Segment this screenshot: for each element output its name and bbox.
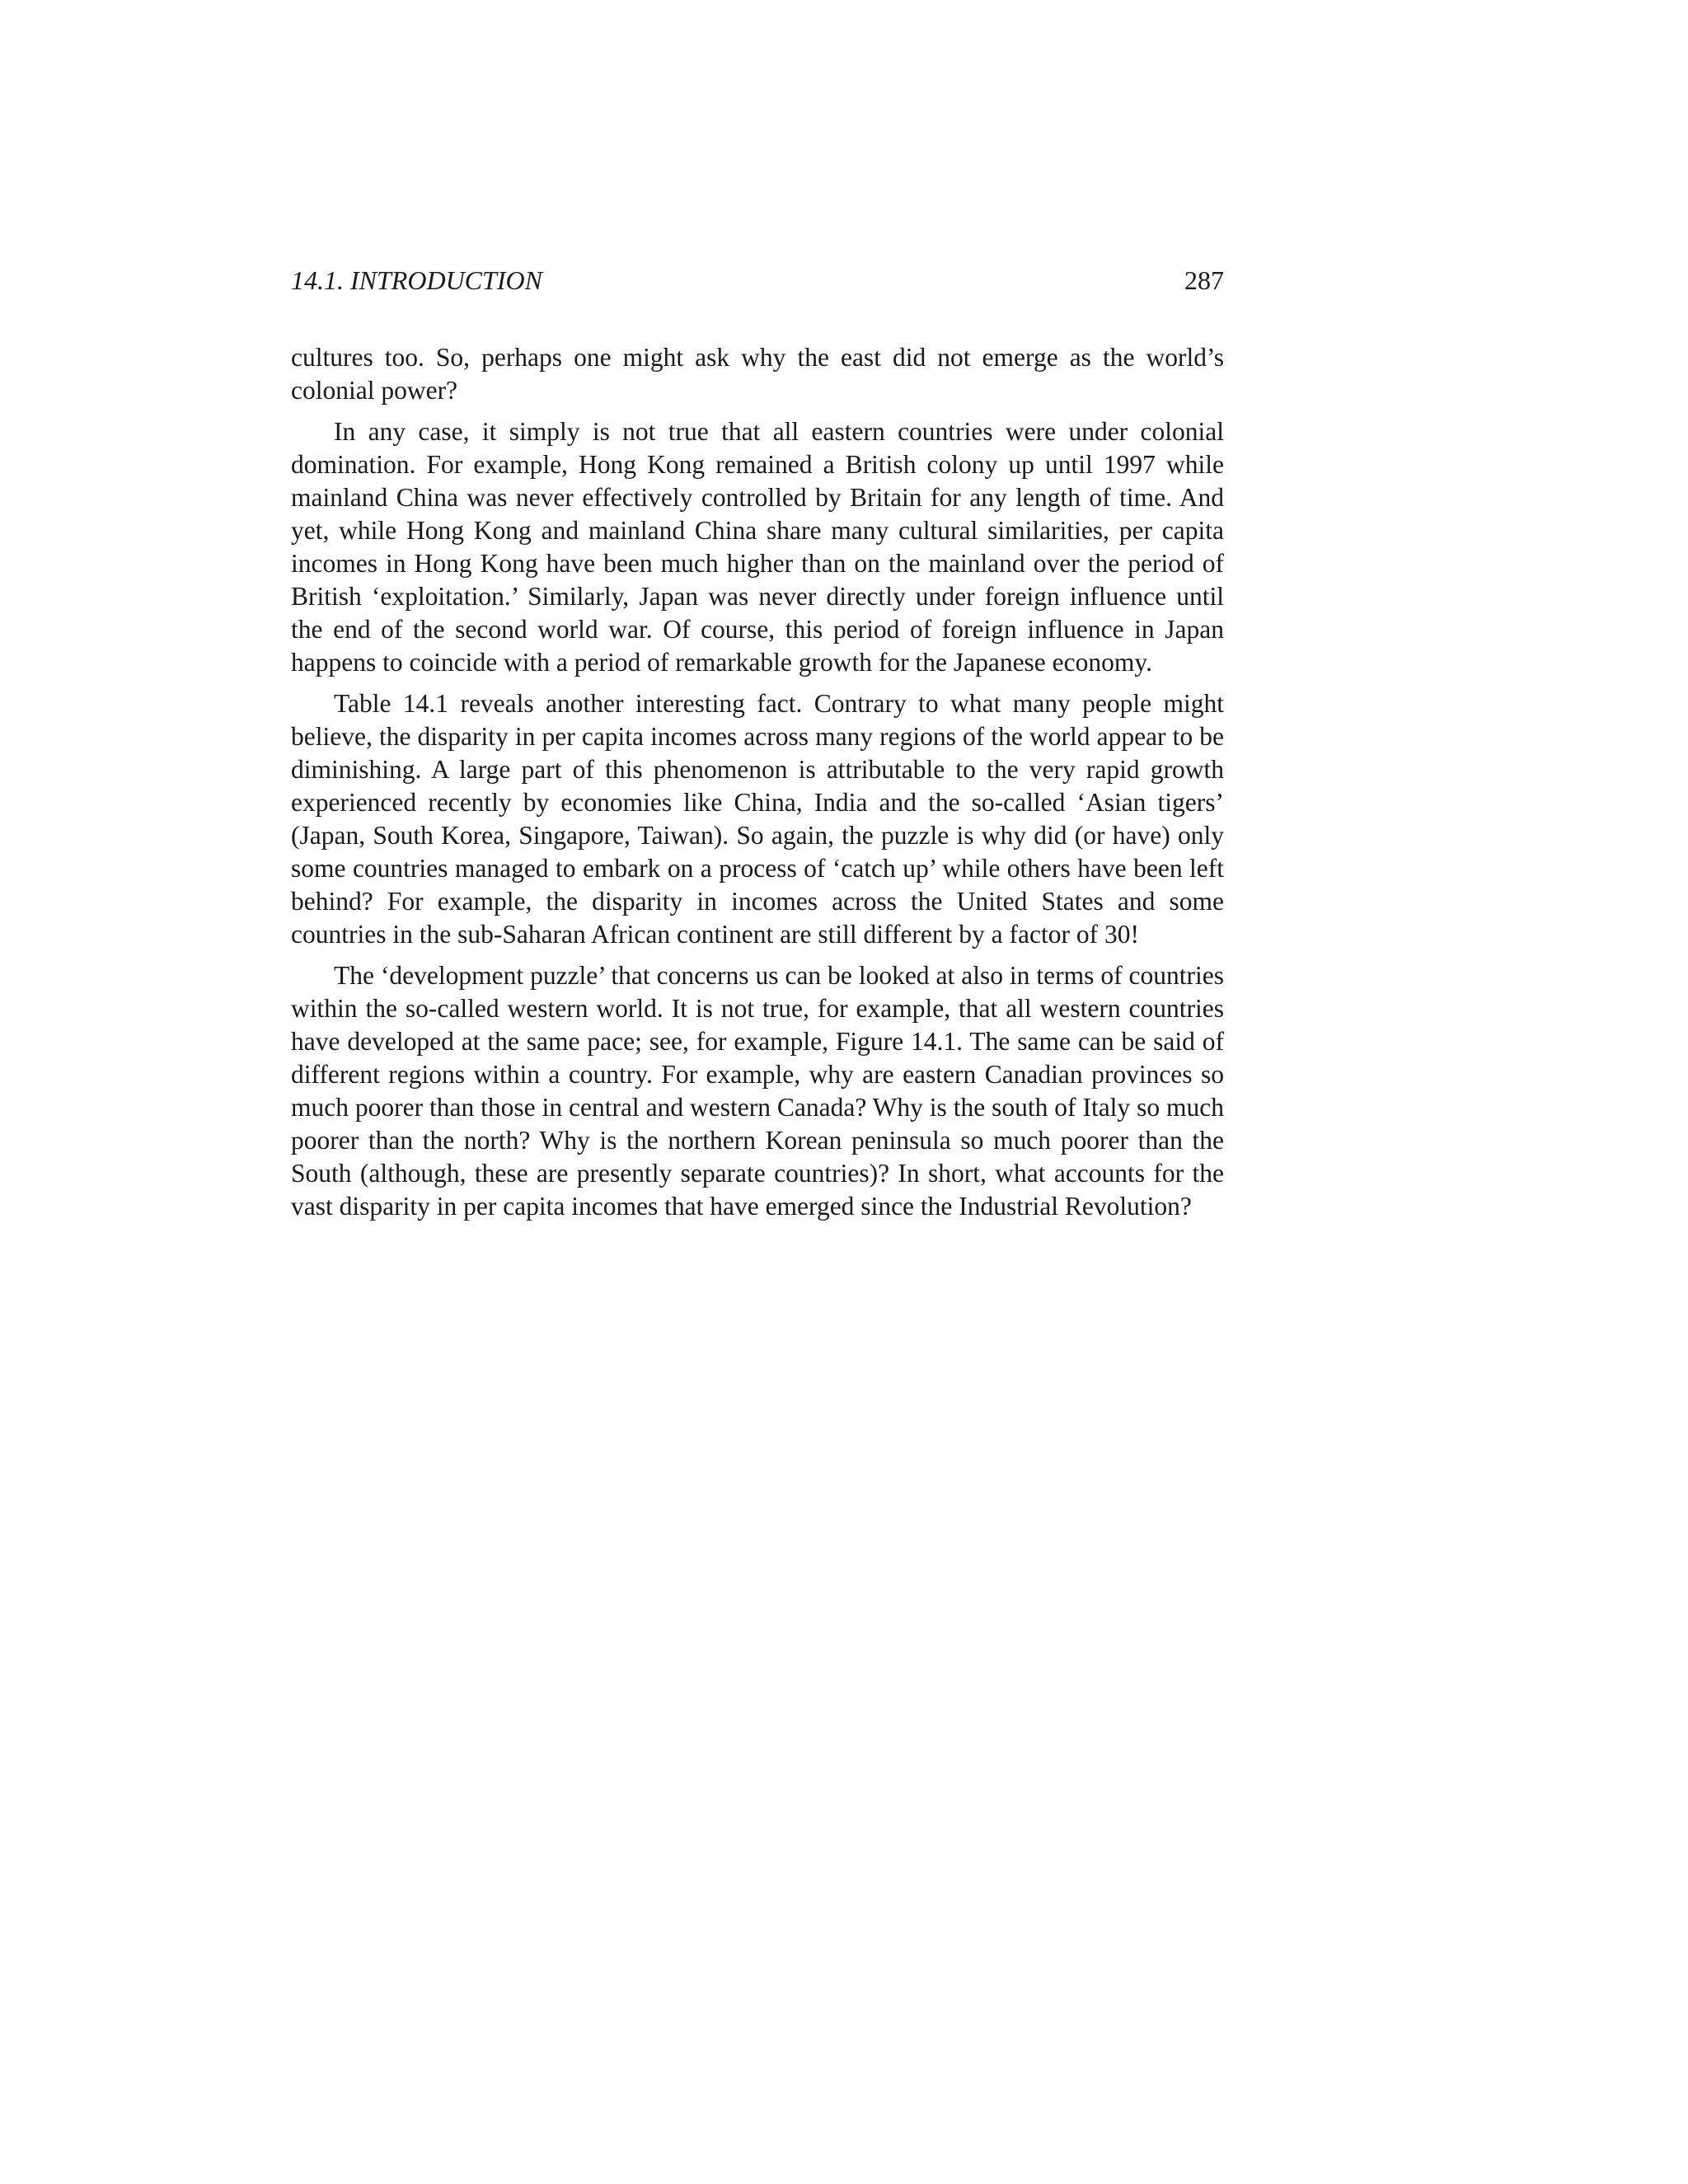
book-page (291, 262, 1224, 1231)
paragraph-2: In any case, it simply is not true that all eastern countries were under colonial domination. For example, Hong Kong remained a British colony up until 1997 while mainland China was never effectively controlled by Britain for any length of time. And yet, while Hong Kong and mainland China share many cultural similarities, per capita incomes in Hong Kong have been much higher than on the mainland over the period of British ‘exploitation.’ Similarly, Japan was never directly under foreign influence until the end of the second world war. Of course, this period of foreign influence in Japan happens to coincide with a period of remarkable growth for the Japanese economy. (291, 417, 1224, 677)
paragraph-4: The ‘development puzzle’ that concerns us can be looked at also in terms of countries within the so-called western world. It is not true, for example, that all western countries have developed at the same pace; see, for example, Figure 14.1. The same can be said of different regions within a country. For example, why are eastern Canadian provinces so much poorer than those in central and western Canada? Why is the south of Italy so much poorer than the north? Why is the northern Korean peninsula so much poorer than the South (although, these are presently separate countries)? In short, what accounts for the vast disparity in per capita incomes that have emerged since the Industrial Revolution? (291, 961, 1224, 1221)
section-title: 14.1. INTRODUCTION (291, 265, 542, 295)
paragraph-1: cultures too. So, perhaps one might ask why the east did not emerge as the world’s colonial power? (291, 343, 1224, 405)
running-header (291, 262, 1224, 298)
paragraph-3: Table 14.1 reveals another interesting fact. Contrary to what many people might believe, the disparity in per capita incomes across many regions of the world appear to be diminishing. A large part of this phenomenon is attributable to the very rapid growth experienced recently by economies like China, India and the so-called ‘Asian tigers’ (Japan, South Korea, Singapore, Taiwan). So again, the puzzle is why did (or have) only some countries managed to embark on a process of ‘catch up’ while others have been left behind? For example, the disparity in incomes across the United States and some countries in the sub-Saharan African continent are still different by a factor of 30! (291, 689, 1224, 949)
page-number: 287 (1184, 265, 1224, 295)
body-text (291, 341, 1224, 1223)
